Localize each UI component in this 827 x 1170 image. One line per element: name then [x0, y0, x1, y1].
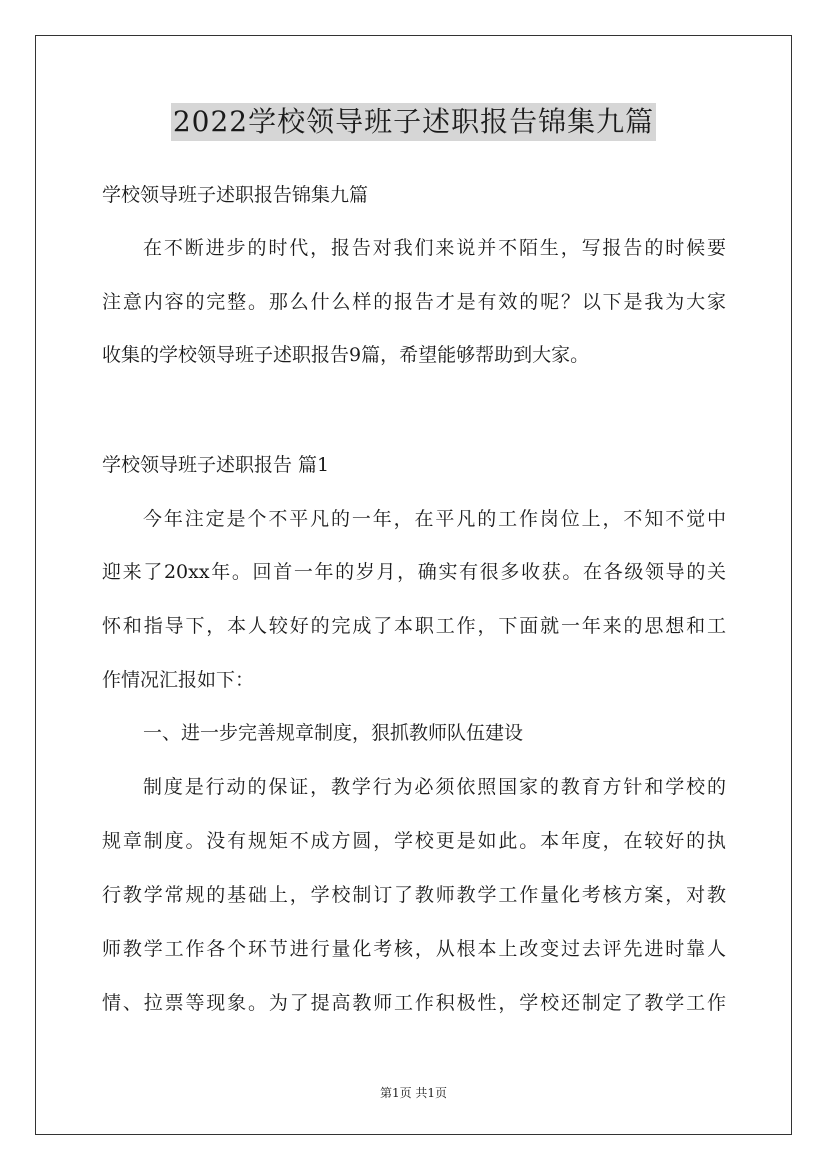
intro-line-3: 收集的学校领导班子述职报告9篇，希望能够帮助到大家。	[102, 344, 590, 366]
para1-line-1: 今年注定是个不平凡的一年，在平凡的工作岗位上，不知不觉中	[143, 508, 726, 530]
intro-line-1: 在不断进步的时代，报告对我们来说并不陌生，写报告的时候要	[143, 237, 726, 259]
page-footer: 第1页 共1页	[379, 1086, 448, 1100]
para1-line-3: 怀和指导下，本人较好的完成了本职工作，下面就一年来的思想和工	[102, 615, 726, 637]
para2-line-2: 规章制度。没有规矩不成方圆，学校更是如此。本年度，在较好的执	[102, 830, 726, 852]
para2-line-1: 制度是行动的保证，教学行为必须依照国家的教育方针和学校的	[143, 776, 726, 798]
para2-line-5: 情、拉票等现象。为了提高教师工作积极性，学校还制定了教学工作	[102, 992, 726, 1014]
para1-line-2: 迎来了20xx年。回首一年的岁月，确实有很多收获。在各级领导的关	[102, 561, 726, 583]
document-title: 2022学校领导班子述职报告锦集九篇	[171, 103, 656, 141]
subtitle: 学校领导班子述职报告锦集九篇	[102, 184, 369, 206]
para2-line-3: 行教学常规的基础上，学校制订了教师教学工作量化考核方案，对教	[102, 884, 726, 906]
point-heading: 一、进一步完善规章制度，狠抓教师队伍建设	[143, 722, 524, 744]
para2-line-4: 师教学工作各个环节进行量化考核，从根本上改变过去评先进时靠人	[102, 938, 726, 960]
title-container	[0, 103, 827, 141]
para1-line-4: 作情况汇报如下：	[102, 669, 255, 691]
intro-line-2: 注意内容的完整。那么什么样的报告才是有效的呢？以下是我为大家	[102, 291, 726, 313]
section-heading: 学校领导班子述职报告 篇1	[102, 454, 330, 476]
